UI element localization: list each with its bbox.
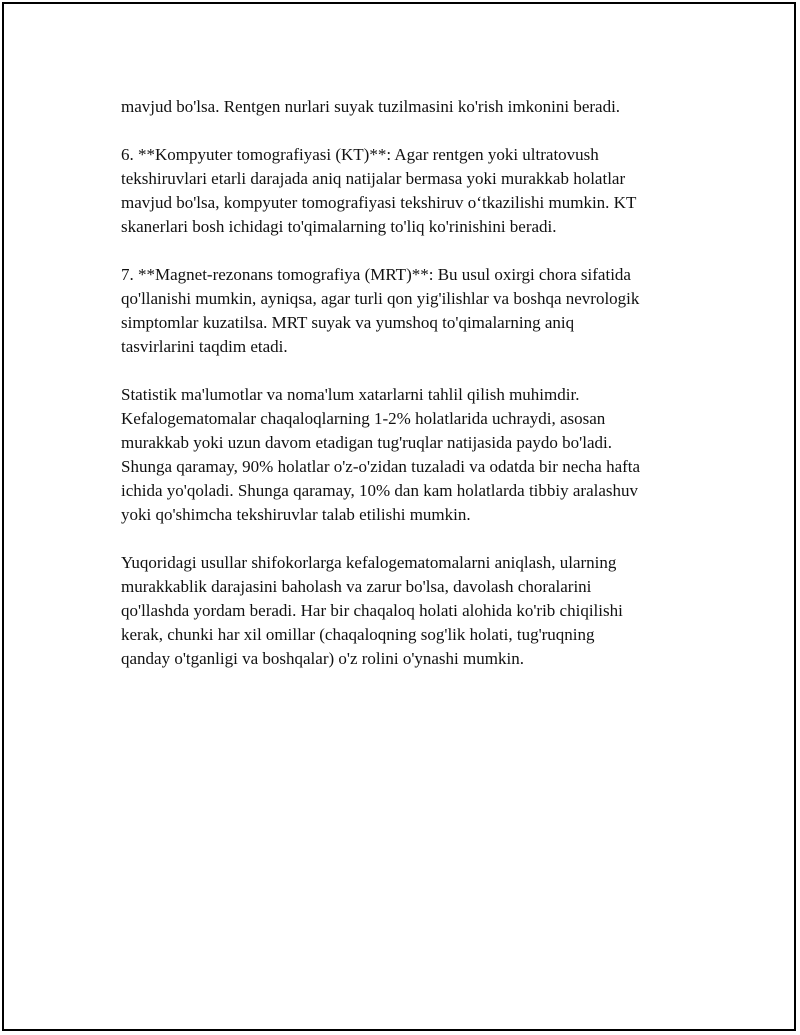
paragraph-ct-scan [121, 143, 691, 239]
text-line: ichida yo'qoladi. Shunga qaramay, 10% dan kam holatlarda tibbiy aralashuv [121, 481, 639, 500]
paragraph-conclusion [121, 551, 691, 671]
text-line: simptomlar kuzatilsa. MRT suyak va yumshoq to'qimalarning aniq [121, 313, 575, 332]
text-line: skanerlari bosh ichidagi to'qimalarning to'liq ko'rinishini beradi. [121, 217, 557, 236]
text-line: murakkablik darajasini baholash va zarur bo'lsa, davolash choralarini [121, 577, 592, 596]
text-line: 6. **Kompyuter tomografiyasi (KT)**: Agar rentgen yoki ultratovush [121, 145, 599, 164]
paragraph-statistics [121, 383, 691, 527]
text-line: 7. **Magnet-rezonans tomografiya (MRT)**: Bu usul oxirgi chora sifatida [121, 265, 631, 284]
text-line: qo'llanishi mumkin, ayniqsa, agar turli qon yig'ilishlar va boshqa nevrologik [121, 289, 640, 308]
text-line: Statistik ma'lumotlar va noma'lum xatarlarni tahlil qilish muhimdir. [121, 385, 580, 404]
text-line: tekshiruvlari etarli darajada aniq natijalar bermasa yoki murakkab holatlar [121, 169, 626, 188]
text-line: Kefalogematomalar chaqaloqlarning 1-2% holatlarida uchraydi, asosan [121, 409, 606, 428]
text-line: mavjud bo'lsa, kompyuter tomografiyasi tekshiruv o‘tkazilishi mumkin. KT [121, 193, 637, 212]
text-line: Shunga qaramay, 90% holatlar o'z-o'zidan tuzaladi va odatda bir necha hafta [121, 457, 641, 476]
document-body [121, 95, 691, 695]
text-line: qanday o'tganligi va boshqalar) o'z rolini o'ynashi mumkin. [121, 649, 524, 668]
text-line: tasvirlarini taqdim etadi. [121, 337, 288, 356]
text-line: qo'llashda yordam beradi. Har bir chaqaloq holati alohida ko'rib chiqilishi [121, 601, 623, 620]
text-line: yoki qo'shimcha tekshiruvlar talab etilishi mumkin. [121, 505, 471, 524]
text-line: mavjud bo'lsa. Rentgen nurlari suyak tuzilmasini ko'rish imkonini beradi. [121, 97, 621, 116]
paragraph-mri [121, 263, 691, 359]
text-line: Yuqoridagi usullar shifokorlarga kefalogematomalarni aniqlash, ularning [121, 553, 617, 572]
text-line: kerak, chunki har xil omillar (chaqaloqning sog'lik holati, tug'ruqning [121, 625, 595, 644]
paragraph-xray-continuation [121, 95, 691, 119]
text-line: murakkab yoki uzun davom etadigan tug'ruqlar natijasida paydo bo'ladi. [121, 433, 612, 452]
page-frame [2, 2, 796, 1031]
